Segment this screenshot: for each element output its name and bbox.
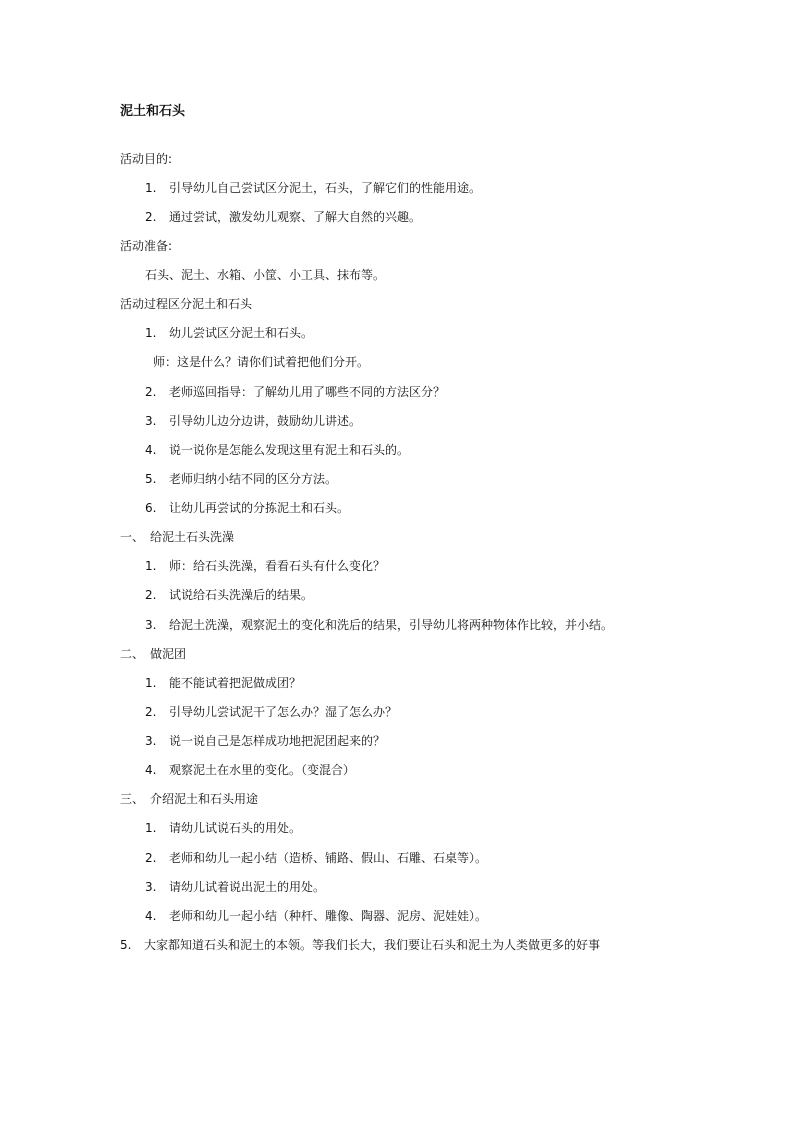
- item-number: 5.: [120, 938, 132, 952]
- item-text: 引导幼儿边分边讲，鼓励幼儿讲述。: [169, 414, 362, 428]
- list-item: [145, 471, 337, 487]
- item-number: 3.: [145, 734, 157, 748]
- list-item: [145, 704, 397, 720]
- item-text: 观察泥土在水里的变化。（变混合）: [169, 763, 356, 777]
- item-number: 1.: [145, 821, 157, 835]
- prep-heading: 活动准备:: [120, 239, 173, 253]
- section-heading: [120, 791, 258, 807]
- item-text: 大家都知道石头和泥土的本领。等我们长大，我们要让石头和泥土为人类做更多的好事: [144, 938, 601, 952]
- item-text: 试说给石头洗澡后的结果。: [169, 588, 314, 602]
- item-number: 3.: [145, 880, 157, 894]
- section-number: 二、: [120, 647, 145, 661]
- item-text: 能不能试着把泥做成团？: [169, 676, 302, 690]
- item-number: 2.: [145, 851, 157, 865]
- list-item: [145, 908, 487, 924]
- item-number: 5.: [145, 472, 157, 486]
- list-item: [153, 354, 369, 370]
- list-item: [145, 558, 385, 574]
- item-text: 请幼儿试着说出泥土的用处。: [169, 880, 326, 894]
- list-item: [145, 413, 361, 429]
- list-item: [145, 384, 445, 400]
- item-number: 4.: [145, 763, 157, 777]
- item-number: 2.: [145, 210, 157, 224]
- list-item: [145, 762, 355, 778]
- item-number: 1.: [145, 181, 157, 195]
- list-item: [145, 442, 409, 458]
- item-number: 1.: [145, 326, 157, 340]
- item-text: 引导幼儿自己尝试区分泥土，石头，了解它们的性能用途。: [169, 181, 482, 195]
- list-item: [145, 820, 301, 836]
- list-item: [145, 850, 487, 866]
- item-text: 说一说自己是怎样成功地把泥团起来的？: [169, 734, 386, 748]
- list-item: [145, 500, 349, 516]
- list-item: [145, 587, 313, 603]
- list-item: [145, 675, 301, 691]
- item-number: 4.: [145, 443, 157, 457]
- item-number: 2.: [145, 588, 157, 602]
- item-text: 引导幼儿尝试泥干了怎么办？湿了怎么办？: [169, 705, 398, 719]
- list-item: [145, 617, 613, 633]
- item-number: 1.: [145, 676, 157, 690]
- final-item: [120, 937, 600, 953]
- item-text: 通过尝试，激发幼儿观察、了解大自然的兴趣。: [169, 210, 422, 224]
- list-item: [145, 879, 325, 895]
- prep-text: 石头、泥土、水箱、小筐、小工具、抹布等。: [145, 268, 386, 282]
- item-text: 请幼儿试说石头的用处。: [169, 821, 302, 835]
- item-text: 老师和幼儿一起小结（造桥、铺路、假山、石雕、石桌等）。: [169, 851, 488, 865]
- page-title: 泥土和石头: [120, 104, 186, 119]
- item-text: 老师归纳小结不同的区分方法。: [169, 472, 338, 486]
- list-item: [145, 325, 313, 341]
- item-text: 说一说你是怎能么发现这里有泥土和石头的。: [169, 443, 410, 457]
- item-number: 3.: [145, 414, 157, 428]
- item-number: 3.: [145, 618, 157, 632]
- item-number: 4.: [145, 909, 157, 923]
- list-item: [145, 733, 385, 749]
- item-number: 6.: [145, 501, 157, 515]
- section-number: 三、: [120, 792, 145, 806]
- item-text: 让幼儿再尝试的分拣泥土和石头。: [169, 501, 350, 515]
- item-text: 老师和幼儿一起小结（种杆、雕像、陶器、泥房、泥娃娃）。: [169, 909, 488, 923]
- item-number: 1.: [145, 559, 157, 573]
- item-text: 师：给石头洗澡，看看石头有什么变化？: [169, 559, 386, 573]
- item-text: 老师巡回指导：了解幼儿用了哪些不同的方法区分？: [169, 385, 446, 399]
- section-title: 介绍泥土和石头用途: [150, 792, 259, 806]
- process-heading: 活动过程区分泥土和石头: [120, 297, 253, 311]
- item-text: 幼儿尝试区分泥土和石头。: [169, 326, 314, 340]
- list-item: [145, 209, 421, 225]
- section-number: 一、: [120, 530, 145, 544]
- item-text: 给泥土洗澡，观察泥土的变化和洗后的结果，引导幼儿将两种物体作比较，并小结。: [169, 618, 614, 632]
- section-title: 给泥土石头洗澡: [150, 530, 235, 544]
- item-number: 2.: [145, 385, 157, 399]
- item-number: 2.: [145, 705, 157, 719]
- item-text: 师：这是什么？请你们试着把他们分开。: [153, 355, 370, 369]
- goal-heading: 活动目的:: [120, 152, 173, 166]
- section-heading: [120, 646, 186, 662]
- section-heading: [120, 529, 234, 545]
- section-title: 做泥团: [150, 647, 187, 661]
- list-item: [145, 180, 481, 196]
